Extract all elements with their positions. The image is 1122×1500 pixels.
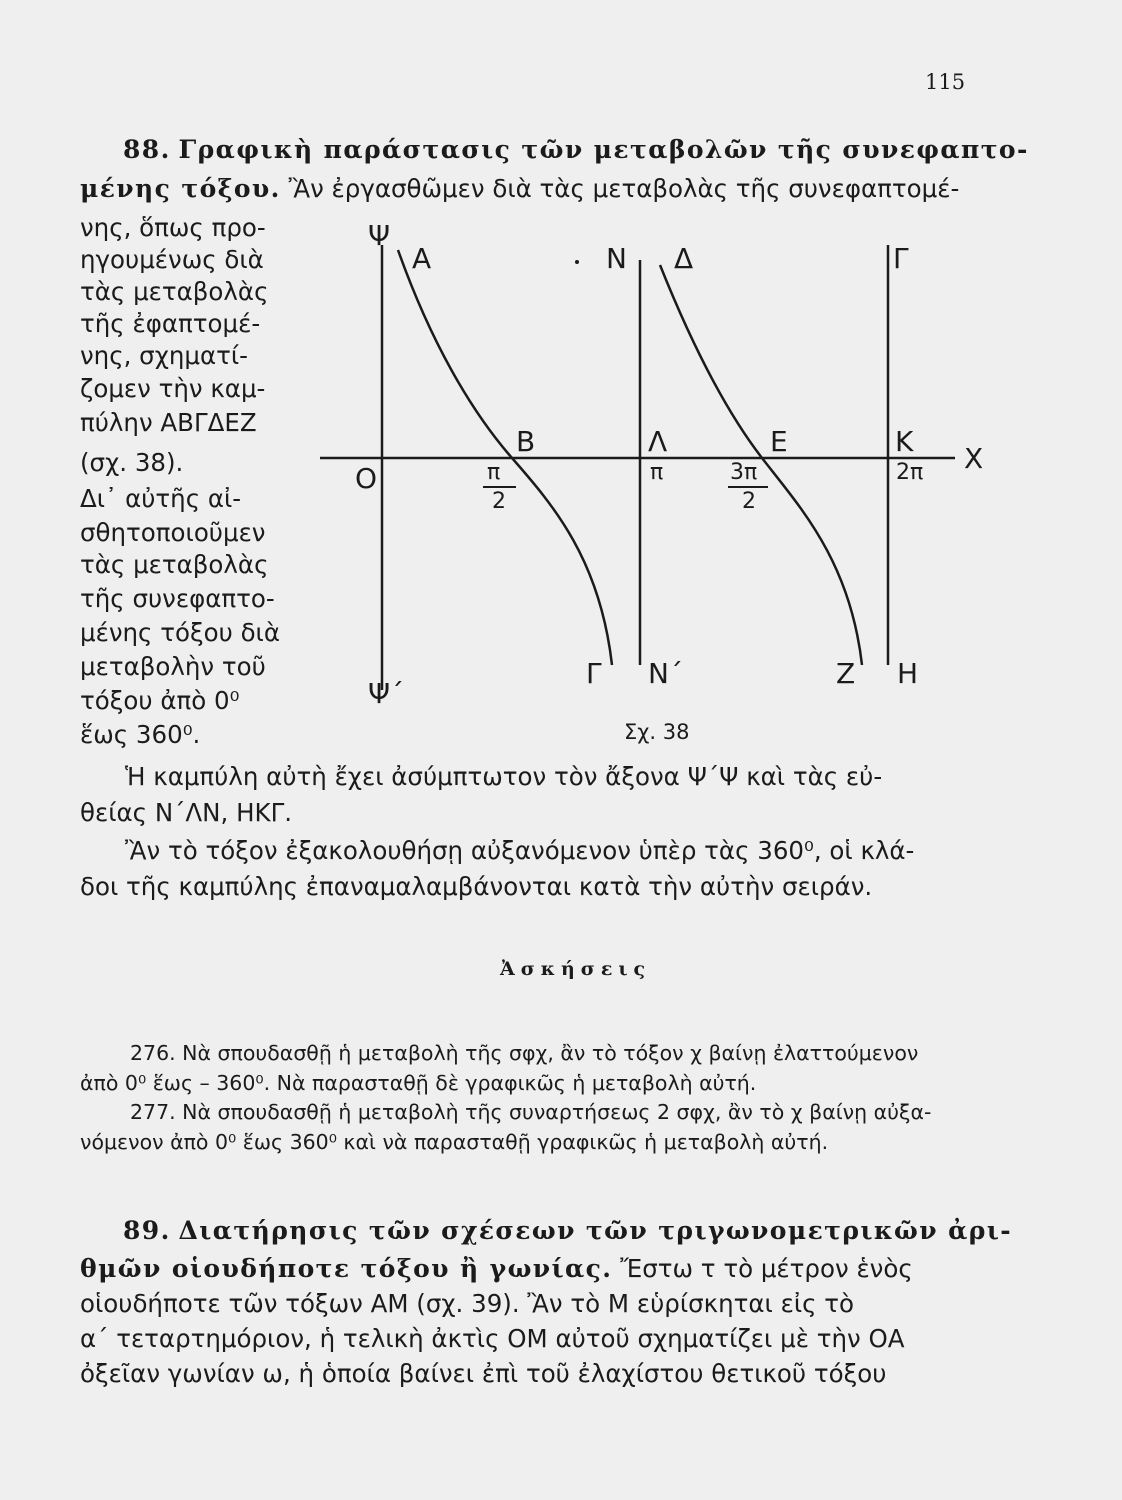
exercises-heading: Ἀσκήσεις bbox=[500, 958, 652, 980]
tick-pi: π bbox=[650, 460, 664, 485]
tick-2pi: 2π bbox=[896, 460, 924, 485]
section-89-text-line-1: Ἔστω τ τὸ μέτρον ἑνὸς bbox=[620, 1254, 913, 1283]
exercise-276-line-1: 276. Νὰ σπουδασθῇ ἡ μεταβολὴ τῆς σφχ, ἂν τὸ τόξον χ βαίνῃ ἐλαττούμενον bbox=[130, 1041, 919, 1065]
tick-3pi-half-den: 2 bbox=[742, 489, 756, 514]
label-O: Ο bbox=[355, 462, 378, 495]
section-89-text-line-3: α΄ τεταρτημόριον, ἡ τελικὴ ἀκτὶς ΟΜ αὐτοῦ σχηματίζει μὲ τὴν ΟΑ bbox=[80, 1324, 905, 1353]
label-A: Α bbox=[412, 242, 432, 275]
tick-3pi-half-num: 3π bbox=[730, 460, 758, 485]
label-Lambda: Λ bbox=[648, 425, 668, 458]
figure-caption: Σχ. 38 bbox=[624, 720, 690, 744]
side-line: Δι᾿ αὐτῆς αἰ- bbox=[80, 484, 242, 513]
side-line: μένης τόξου διὰ bbox=[80, 618, 280, 647]
label-Gamma-top: Γ bbox=[893, 242, 909, 275]
exercise-276-line-2: ἀπὸ 0⁰ ἕως – 360⁰. Νὰ παρασταθῇ δὲ γραφικῶς ἡ μεταβολὴ αὐτή. bbox=[80, 1071, 757, 1095]
side-line: τῆς συνεφαπτο- bbox=[80, 584, 275, 613]
side-line: νης, ὅπως προ- bbox=[80, 213, 266, 242]
tick-pi-half-num: π bbox=[487, 460, 501, 485]
side-line: ηγουμένως διὰ bbox=[80, 245, 264, 274]
tick-pi-half-den: 2 bbox=[492, 489, 506, 514]
label-K: Κ bbox=[895, 425, 914, 458]
label-E: Ε bbox=[770, 425, 788, 458]
label-psi-bottom: Ψ΄ bbox=[368, 677, 405, 710]
section-89-text-line-4: ὀξεῖαν γωνίαν ω, ἡ ὁποία βαίνει ἐπὶ τοῦ ἐλαχίστου θετικοῦ τόξου bbox=[80, 1359, 887, 1388]
side-line: μεταβολὴν τοῦ bbox=[80, 652, 266, 681]
section-89-title-part1: Διατήρησις τῶν σχέσεων τῶν τριγωνομετρικῶν ἀρι- bbox=[178, 1216, 1013, 1245]
paragraph-2-line-1: Ἡ καμπύλη αὐτὴ ἔχει ἀσύμπτωτον τὸν ἄξονα Ψ΄Ψ καὶ τὰς εὐ- bbox=[125, 762, 883, 791]
section-88-title-part2: μένης τόξου. bbox=[80, 174, 281, 203]
section-88-text-line-1: Ἂν ἐργασθῶμεν διὰ τὰς μεταβολὰς τῆς συνεφαπτομέ- bbox=[288, 174, 960, 203]
side-line: τῆς ἐφαπτομέ- bbox=[80, 309, 261, 338]
side-line: ἕως 360⁰. bbox=[80, 720, 201, 749]
label-N: Ν bbox=[606, 242, 627, 275]
side-line: πύλην ΑΒΓΔΕΖ bbox=[80, 408, 257, 437]
section-89-title-part2: θμῶν οἱουδήποτε τόξου ἢ γωνίας. bbox=[80, 1254, 613, 1283]
label-X: Χ bbox=[964, 442, 984, 475]
dot-marker bbox=[575, 260, 579, 264]
section-88-number: 88. bbox=[123, 135, 171, 164]
label-Gamma-bottom: Γ bbox=[586, 657, 602, 690]
section-89-heading bbox=[123, 1218, 1012, 1244]
exercise-277-line-1: 277. Νὰ σπουδασθῇ ἡ μεταβολὴ τῆς συναρτήσεως 2 σφχ, ἂν τὸ χ βαίνῃ αὐξα- bbox=[130, 1100, 932, 1124]
label-Z: Ζ bbox=[836, 657, 856, 690]
side-line: νης, σχηματί- bbox=[80, 341, 248, 370]
exercise-277-line-2: νόμενον ἀπὸ 0⁰ ἕως 360⁰ καὶ νὰ παρασταθῇ γραφικῶς ἡ μεταβολὴ αὐτή. bbox=[80, 1130, 829, 1154]
page-number: 115 bbox=[925, 70, 966, 94]
side-line: σθητοποιοῦμεν bbox=[80, 518, 266, 547]
paragraph-2-line-2: θείας Ν΄ΛΝ, ΗΚΓ. bbox=[80, 798, 293, 827]
label-psi-top: Ψ bbox=[368, 219, 391, 252]
side-line: τὰς μεταβολὰς bbox=[80, 550, 269, 579]
paragraph-3-line-2: δοι τῆς καμπύλης ἐπαναμαλαμβάνονται κατὰ τὴν αὐτὴν σειράν. bbox=[80, 872, 873, 901]
side-line: τόξου ἀπὸ 0⁰ bbox=[80, 686, 240, 715]
label-N-prime: Ν΄ bbox=[648, 657, 683, 690]
section-89-line-2 bbox=[80, 1256, 913, 1282]
side-line: (σχ. 38). bbox=[80, 448, 184, 477]
paragraph-3-line-1: Ἂν τὸ τόξον ἐξακολουθήσῃ αὐξανόμενον ὑπὲρ τὰς 360⁰, οἱ κλά- bbox=[125, 836, 915, 865]
section-89-text-line-2: οἱουδήποτε τῶν τόξων ΑΜ (σχ. 39). Ἂν τὸ Μ εὑρίσκηται εἰς τὸ bbox=[80, 1289, 855, 1318]
section-89-number: 89. bbox=[123, 1216, 171, 1245]
side-line: τὰς μεταβολὰς bbox=[80, 277, 269, 306]
label-H: Η bbox=[897, 657, 919, 690]
curve-branch-2 bbox=[660, 265, 862, 665]
label-B: Β bbox=[516, 425, 536, 458]
side-line: ζομεν τὴν καμ- bbox=[80, 374, 266, 403]
section-88-title-part1: Γραφικὴ παράστασις τῶν μεταβολῶν τῆς συνεφαπτο- bbox=[178, 135, 1029, 164]
label-Delta: Δ bbox=[674, 242, 694, 275]
